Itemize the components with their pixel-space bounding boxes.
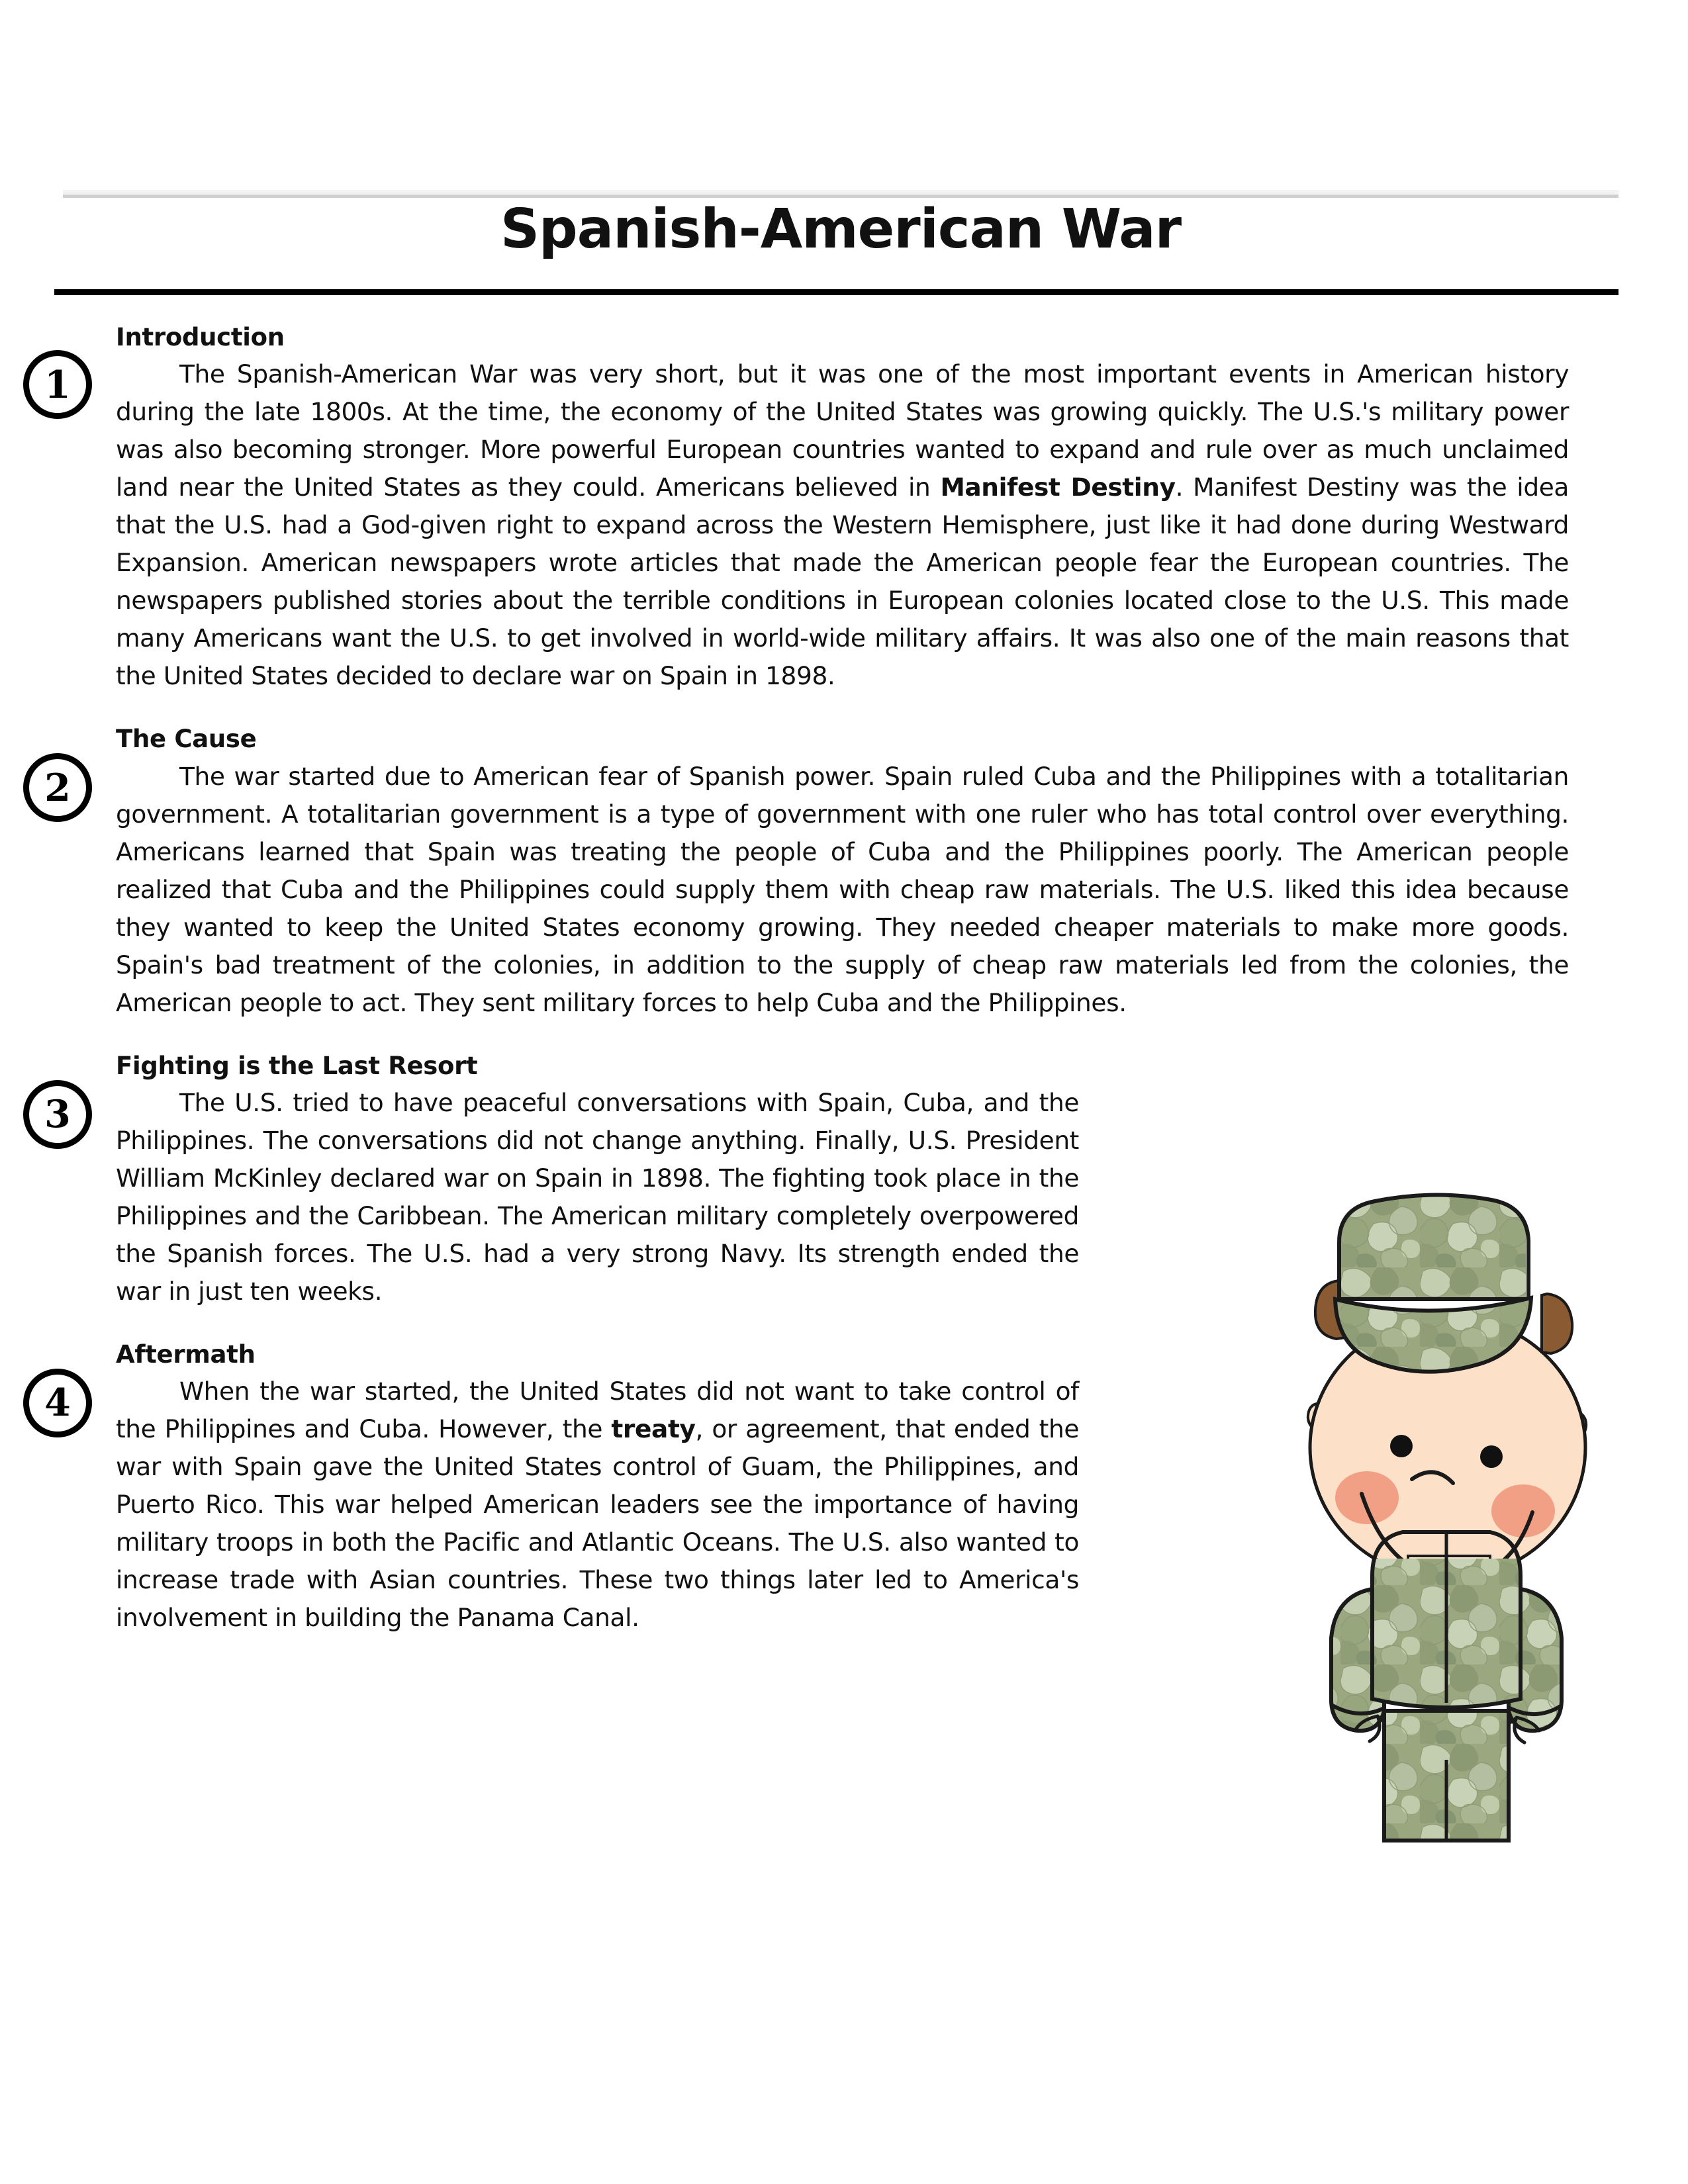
section-body-introduction: The Spanish-American War was very short, but it was one of the most important events in American history during the late 1800s. At the time, the economy of the United States was growing quickly. The U.S.'s military power was also becoming stronger. More powerful European countries wanted to expand and rule over as much unclaimed land near the United States as they could. Americans believed in Manifest Destiny. Manifest Destiny was the idea that the U.S. had a God-given right to expand across the Western Hemisphere, just like it had done during Westward Expansion. American newspapers wrote articles that made the American people fear the European countries. The newspapers published stories about the terrible conditions in European colonies located close to the U.S. This made many Americans want the U.S. to get involved in world-wide military affairs. It was also one of the main reasons that the United States decided to declare war on Spain in 1898. [116,359,1569,691]
header-divider-light [63,190,1618,195]
section-the-cause [44,724,1569,1021]
section-heading-introduction: Introduction [116,323,285,351]
cheek-right [1491,1484,1555,1537]
paragraph-marker-1: 1 [23,350,92,419]
eye-right [1480,1445,1503,1468]
trousers [1380,1704,1513,1843]
cap-crown [1327,1195,1528,1314]
section-introduction [44,322,1569,695]
jacket [1367,1532,1532,1711]
soldier-illustration [1261,1188,1632,1856]
section-heading-fighting-is-the-last-resort: Fighting is the Last Resort [116,1051,478,1080]
page-title: Spanish-American War [500,198,1182,261]
section-heading-aftermath: Aftermath [116,1340,256,1369]
paragraph-marker-4: 4 [23,1369,92,1437]
section-body-fighting-is-the-last-resort: The U.S. tried to have peaceful conversations with Spain, Cuba, and the Philippines. The conversations did not change anything. Finally, U.S. President William McKinley declared war on Spain in 1898. The fighting took place in the Philippines and the Caribbean. The American military completely overpowered the Spanish forces. The U.S. had a very strong Navy. Its strength ended the war in just ten weeks. [116,1087,1079,1306]
section-body-aftermath: When the war started, the United States did not want to take control of the Philippines and Cuba. However, the treaty, or agreement, that ended the war with Spain gave the United States control of Guam, the Philippines, and Puerto Rico. This war helped American leaders see the importance of having military troops in both the Pacific and Atlantic Oceans. The U.S. also wanted to increase trade with Asian countries. These two things later led to America's involvement in building the Panama Canal. [116,1377,1080,1632]
header-divider [63,190,1618,198]
paragraph-marker-2: 2 [23,753,92,822]
section-heading-the-cause: The Cause [116,725,257,754]
section-body-the-cause: The war started due to American fear of Spanish power. Spain ruled Cuba and the Philippines with a totalitarian government. A totalitarian government is a type of government with one ruler who has total control over everything. Americans learned that Spain was treating the people of Cuba and the Philippines poorly. The American people realized that Cuba and the Philippines could supply them with cheap raw materials. The U.S. liked this idea because they wanted to keep the United States economy growing. They needed cheaper materials to make more goods. Spain's bad treatment of the colonies, in addition to the supply of cheap raw materials led from the colonies, the American people to act. They sent military forces to help Cuba and the Philippines. [116,761,1569,1017]
cheek-left [1335,1471,1399,1524]
title-underline-rule [54,289,1618,295]
paragraph-marker-3: 3 [23,1080,92,1149]
eye-left [1390,1435,1413,1457]
